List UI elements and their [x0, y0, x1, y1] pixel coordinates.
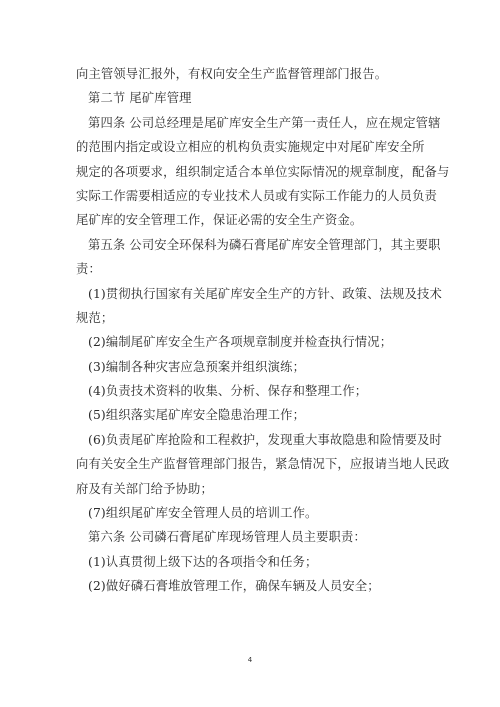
- text-line: 向有关安全生产监督管理部门报告，紧急情况下，应报请当地人民政: [76, 457, 450, 472]
- text-line: (7)组织尾矿库安全管理人员的培训工作。: [88, 506, 318, 521]
- text-line: (3)编制各种灾害应急预案并组织演练；: [88, 359, 306, 374]
- text-line: (2)做好磷石膏堆放管理工作，确保车辆及人员安全；: [88, 579, 380, 594]
- page-number: 4: [247, 656, 253, 664]
- text-line: 第六条 公司磷石膏尾矿库现场管理人员主要职责：: [88, 530, 366, 545]
- text-line: 尾矿库的安全管理工作，保证必需的安全生产资金。: [76, 213, 363, 228]
- text-line: (2)编制尾矿库安全生产各项规章制度并检查执行情况；: [88, 335, 393, 350]
- text-line: 第四条 公司总经理是尾矿库安全生产第一责任人，应在规定管辖: [88, 115, 441, 130]
- text-line: 第五条 公司安全环保科为磷石膏尾矿库安全管理部门，其主要职: [88, 237, 441, 252]
- document-body: [76, 62, 450, 599]
- text-line: 第二节 尾矿库管理: [88, 91, 192, 106]
- text-line: 规范；: [76, 310, 114, 325]
- text-line: 责：: [76, 262, 101, 277]
- text-line: (4)负责技术资料的收集、分析、保存和整理工作；: [88, 384, 368, 399]
- text-line: (1)贯彻执行国家有关尾矿库安全生产的方针、政策、法规及技术: [88, 286, 442, 301]
- text-line: (5)组织落实尾矿库安全隐患治理工作；: [88, 408, 306, 423]
- text-line: 实际工作需要相适应的专业技术人员或有实际工作能力的人员负责: [76, 188, 437, 203]
- text-line: (6)负责尾矿库抢险和工程救护，发现重大事故隐患和险情要及时: [88, 432, 442, 447]
- text-line: 的范围内指定或设立相应的机构负责实施规定中对尾矿库安全所: [76, 140, 425, 155]
- text-line: 府及有关部门给予协助；: [76, 481, 213, 496]
- text-line: 规定的各项要求，组织制定适合本单位实际情况的规章制度，配备与: [76, 164, 450, 179]
- text-line: (1)认真贯彻上级下达的各项指令和任务；: [88, 554, 318, 569]
- text-line: 向主管领导汇报外，有权向安全生产监督管理部门报告。: [76, 67, 388, 81]
